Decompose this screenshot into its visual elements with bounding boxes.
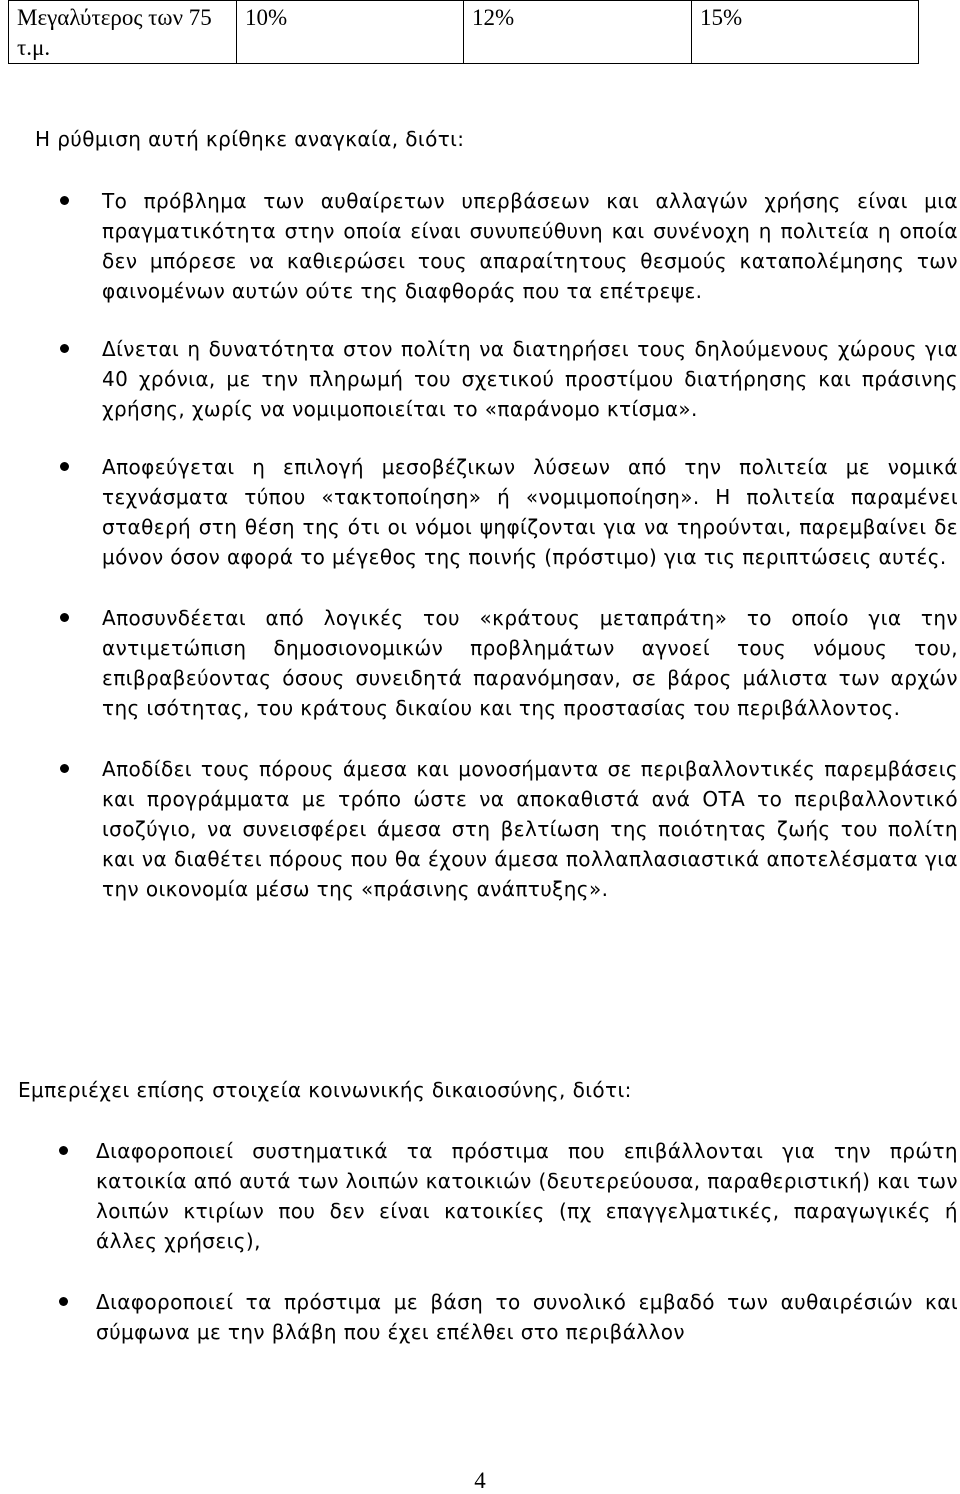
table-row bbox=[9, 1, 919, 64]
list-item: Διαφοροποιεί τα πρόστιμα με βάση το συνολικό εμβαδό των αυθαιρέσιών και σύμφωνα με την βλάβη που έχει επέλθει στο περιβάλλον bbox=[96, 1287, 958, 1347]
list-item: Διαφοροποιεί συστηματικά τα πρόστιμα που επιβάλλονται για την πρώτη κατοικία από αυτά των λοιπών κατοικιών (δευτερεύουσα, παραθεριστική) και των λοιπών κτιρίων που δεν είναι κατοικίες (πχ επαγγελματικές, παραγωγικές ή άλλες χρήσεις), bbox=[96, 1136, 958, 1256]
justice-intro-paragraph: Εμπεριέχει επίσης στοιχεία κοινωνικής δικαιοσύνης, διότι: bbox=[18, 1078, 632, 1102]
list-item: Αποφεύγεται η επιλογή μεσοβέζικων λύσεων από την πολιτεία με νομικά τεχνάσματα τύπου «τακτοποίηση» ή «νομιμοποίηση». Η πολιτεία παραμένει σταθερή στη θέση της ότι οι νόμοι ψηφίζονται για να τηρούνται, παρεμβαίνει δε μόνον όσον αφορά το μέγεθος της ποινής (πρόστιμο) για τις περιπτώσεις αυτές. bbox=[102, 452, 958, 572]
page-number: 4 bbox=[474, 1468, 486, 1493]
intro-paragraph: Η ρύθμιση αυτή κρίθηκε αναγκαία, διότι: bbox=[35, 127, 465, 151]
list-item: Αποδίδει τους πόρους άμεσα και μονοσήμαντα σε περιβαλλοντικές παρεμβάσεις και προγράμματα με τρόπο ώστε να αποκαθιστά ανά ΟΤΑ το περιβαλλοντικό ισοζύγιο, να συνεισφέρει άμεσα στη βελτίωση της ποιότητας ζωής του πολίτη και να διαθέτει πόρους που θα έχουν άμεσα πολλαπλασιαστικά αποτελέσματα για την οικονομία μέσω της «πράσινης ανάπτυξης». bbox=[102, 754, 958, 904]
list-item: Το πρόβλημα των αυθαίρετων υπερβάσεων και αλλαγών χρήσης είναι μια πραγματικότητα στην οποία είναι συνυπεύθυνη και συνένοχη η πολιτεία η οποία δεν μπόρεσε να καθιερώσει τους απαραίτητους θεσμούς καταπολέμησης των φαινομένων αυτών ούτε της διαφθοράς που τα επέτρεψε. bbox=[102, 186, 958, 306]
reasons-list bbox=[102, 186, 958, 904]
surcharge-table bbox=[8, 0, 919, 64]
table-cell-area: Μεγαλύτερος των 75 τ.μ. bbox=[9, 1, 237, 64]
list-item: Δίνεται η δυνατότητα στον πολίτη να διατηρήσει τους δηλούμενους χώρους για 40 χρόνια, με την πληρωμή του σχετικού προστίμου διατήρησης και πράσινης χρήσης, χωρίς να νομιμοποιείται το «παράνομο κτίσμα». bbox=[102, 334, 958, 424]
table-cell-rate-2: 12% bbox=[464, 1, 692, 64]
justice-list bbox=[96, 1136, 958, 1347]
table-cell-rate-3: 15% bbox=[692, 1, 919, 64]
list-item: Αποσυνδέεται από λογικές του «κράτους μεταπράτη» το οποίο για την αντιμετώπιση δημοσιονομικών προβλημάτων αγνοεί τους νόμους του, επιβραβεύοντας όσους συνειδητά παρανόμησαν, σε βάρος μάλιστα των αρχών της ισότητας, του κράτους δικαίου και της προστασίας του περιβάλλοντος. bbox=[102, 603, 958, 723]
table-cell-rate-1: 10% bbox=[237, 1, 464, 64]
